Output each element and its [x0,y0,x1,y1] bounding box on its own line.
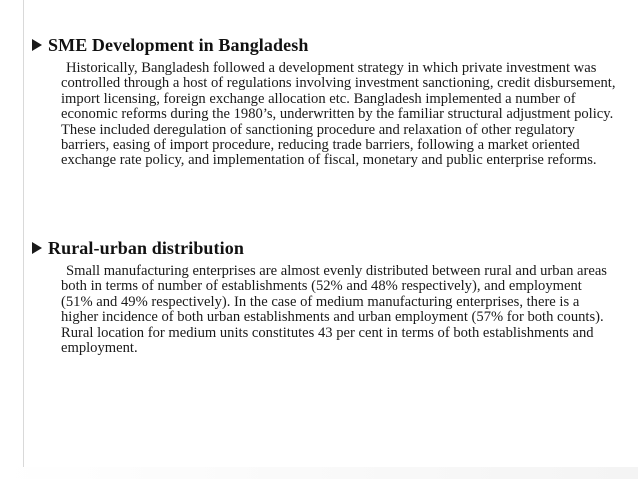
bottom-band [0,467,638,479]
section-heading-row [30,236,610,260]
section-heading: Rural-urban distribution [48,237,244,258]
right-triangle-bullet-icon [32,39,42,51]
section-body: Small manufacturing enterprises are almost evenly distributed between rural and urban areas both in terms of number of establishments (52% and 48% respectively), and employment (51% and 49% respectively). In the case of medium manufacturing enterprises, there is a higher incidence of both urban establishments and urban employment (57% for both counts). Rural location for medium units constitutes 43 per cent in terms of both establishments and employment. [61,263,607,357]
right-triangle-bullet-icon [32,242,42,254]
section-body: Historically, Bangladesh followed a development strategy in which private investment was controlled through a host of regulations involving investment sanctioning, credit disbursement, import licensing, foreign exchange allocation etc. Bangladesh implemented a number of economic reforms during the 1980’s, underwritten by the familiar structural adjustment policy. These included deregulation of sanctioning procedure and relaxation of other regulatory barriers, easing of import procedure, reducing trade barriers, following a market oriented exchange rate policy, and implementation of fiscal, monetary and public enterprise reforms. [61,60,616,169]
section-sme-development [30,33,616,169]
left-divider-line [23,0,24,479]
section-heading-row [30,33,610,57]
section-rural-urban [30,236,610,356]
section-heading: SME Development in Bangladesh [48,34,309,55]
